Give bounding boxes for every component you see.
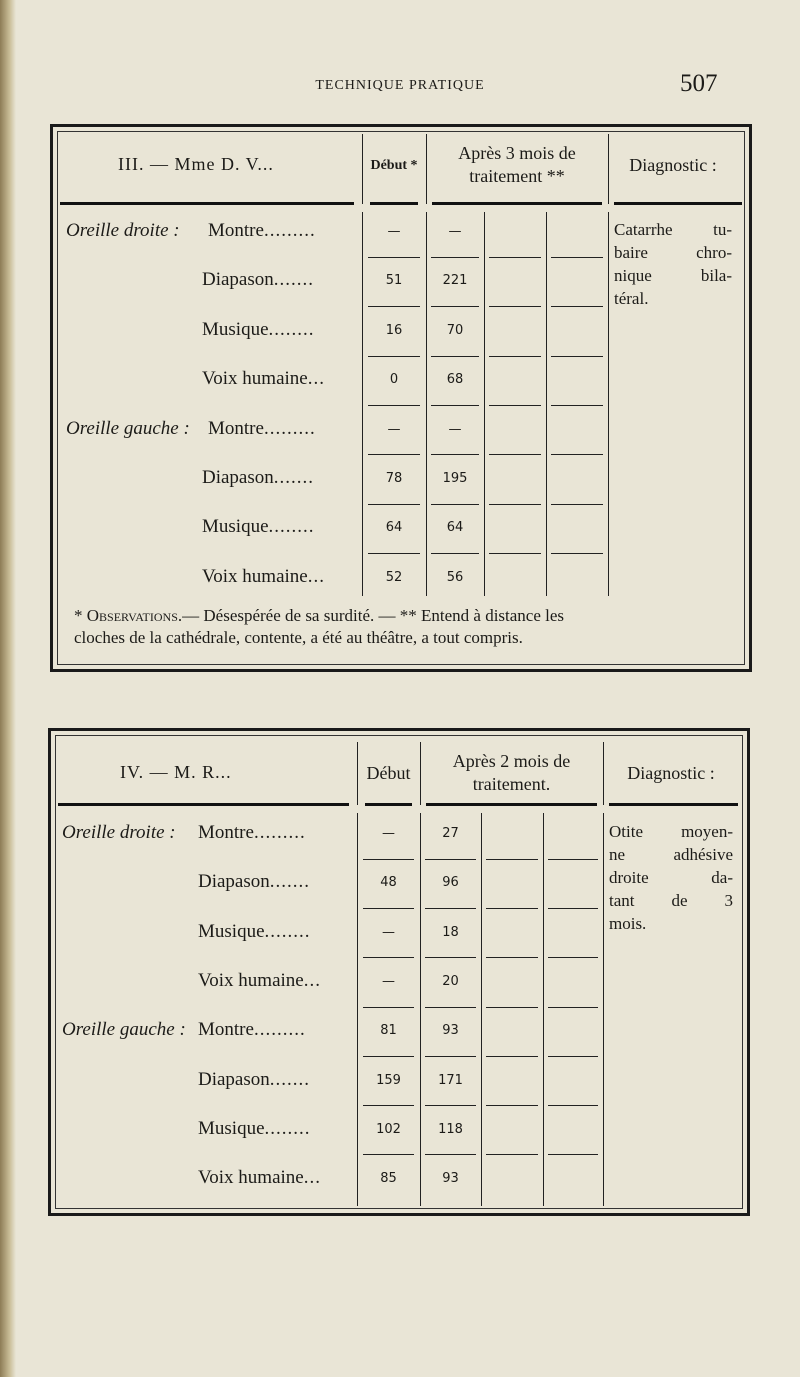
row-label-text: Musique (198, 920, 265, 942)
row-rule (548, 1154, 598, 1155)
cell-debut: — (387, 224, 401, 239)
row-label (198, 1019, 306, 1041)
leader-dots: ........ (264, 920, 311, 942)
row-rule (431, 504, 479, 505)
col-header-after-1: Après 3 mois de (458, 143, 576, 163)
cell-debut: 85 (380, 1171, 397, 1187)
observations-line-1 (74, 605, 724, 627)
cell-after: 118 (438, 1121, 463, 1137)
row-rule (363, 1007, 414, 1008)
row-label-text: Voix humaine (202, 565, 308, 587)
page-number: 507 (680, 70, 718, 97)
row-label (202, 566, 325, 588)
row-rule (425, 957, 476, 958)
row-rule (551, 454, 603, 455)
table-3-inner-border (57, 131, 745, 665)
cell-debut: 81 (380, 1023, 397, 1039)
note-marker: * (74, 606, 87, 625)
header-rule-label (60, 202, 354, 205)
row-label (208, 418, 316, 440)
column-divider (543, 813, 544, 1206)
column-divider (546, 212, 547, 596)
row-label (198, 1069, 310, 1091)
row-rule (548, 1056, 598, 1057)
leader-dots: ....... (273, 269, 315, 291)
column-divider (420, 813, 421, 1206)
row-rule (548, 859, 598, 860)
header-rule-debut (370, 202, 418, 205)
leader-dots: ........ (264, 1117, 311, 1139)
row-rule (363, 859, 414, 860)
cell-debut: 78 (385, 471, 403, 486)
row-label-text: Montre (208, 220, 264, 241)
row-rule (363, 1154, 414, 1155)
cell-debut: 48 (380, 875, 397, 891)
table-3 (50, 124, 752, 672)
leader-dots: ........ (268, 516, 315, 538)
row-label (202, 467, 314, 489)
leader-dots: ......... (253, 822, 306, 843)
header-rule-label (58, 803, 349, 806)
column-divider (426, 212, 427, 596)
row-label-text: Diapason (198, 1068, 270, 1090)
row-rule (548, 908, 598, 909)
row-label (198, 822, 306, 844)
row-label-text: Voix humaine (198, 969, 304, 991)
cell-after: 27 (442, 826, 459, 841)
column-divider (481, 813, 482, 1206)
row-rule (425, 859, 476, 860)
cell-after: 171 (438, 1072, 463, 1088)
col-header-debut: Début * (370, 158, 418, 173)
row-rule (548, 957, 598, 958)
cell-after: 93 (442, 1023, 459, 1039)
diagnosis-line: nique bila- (614, 266, 732, 285)
row-rule (486, 1056, 538, 1057)
row-rule (431, 356, 479, 357)
row-label-text: Montre (198, 1019, 254, 1041)
leader-dots: ......... (263, 220, 316, 241)
cell-after: 70 (446, 322, 464, 338)
row-rule (489, 257, 541, 258)
row-rule (363, 1105, 414, 1106)
column-divider (357, 813, 358, 1206)
row-rule (368, 405, 420, 406)
row-label (202, 319, 315, 341)
row-rule (548, 1007, 598, 1008)
row-rule (551, 553, 603, 554)
row-rule (368, 454, 420, 455)
cell-debut: — (382, 826, 395, 841)
column-divider (603, 813, 604, 1206)
diagnosis-line: mois. (609, 914, 647, 933)
column-divider (362, 212, 363, 596)
row-label (198, 970, 321, 992)
row-rule (486, 1105, 538, 1106)
row-label (198, 1167, 321, 1189)
row-label-text: Musique (202, 318, 269, 340)
row-rule (363, 908, 414, 909)
row-rule (368, 553, 420, 554)
row-label (208, 220, 316, 242)
leader-dots: ... (303, 969, 321, 991)
cell-after: — (448, 421, 462, 437)
row-label (198, 871, 310, 893)
ear-label-left: Oreille gauche : (62, 1019, 186, 1041)
cell-debut: 0 (389, 372, 399, 388)
row-rule (431, 257, 479, 258)
header-divider-debut (362, 134, 363, 204)
header-divider-diagnostic (603, 742, 604, 805)
col-header-diagnostic: Diagnostic : (627, 763, 715, 783)
patient-name: IV. — M. R... (120, 762, 232, 782)
row-label-text: Diapason (202, 467, 274, 488)
diagnosis-line: baire chro- (614, 243, 732, 262)
row-rule (486, 957, 538, 958)
diagnosis-line: droite da- (609, 868, 733, 887)
cell-after: 221 (442, 273, 468, 289)
ear-label-right: Oreille droite : (62, 822, 176, 843)
row-label (202, 516, 315, 538)
observations-text: .— Désespérée de sa surdité. — ** Entend à distance les (177, 606, 565, 625)
row-rule (486, 859, 538, 860)
cell-debut: — (387, 421, 401, 437)
header-divider-after (420, 742, 421, 805)
leader-dots: ......... (253, 1019, 306, 1041)
diagnosis-line: ne adhésive (609, 845, 733, 864)
row-label-text: Musique (202, 516, 269, 538)
diagnosis-line: Otite moyen- (609, 822, 733, 841)
cell-after: 18 (442, 924, 459, 940)
row-label-text: Montre (208, 417, 264, 439)
ear-label-left: Oreille gauche : (66, 417, 190, 439)
table-4 (48, 728, 750, 1216)
row-label-text: Voix humaine (202, 368, 308, 390)
cell-debut: — (382, 924, 395, 940)
cell-debut: 64 (385, 520, 403, 536)
header-rule-diagnostic (614, 202, 742, 205)
leader-dots: ... (303, 1167, 321, 1189)
col-header-after-1: Après 2 mois de (452, 751, 571, 771)
header-rule-after (432, 202, 602, 205)
cell-debut: 51 (385, 273, 403, 289)
row-label-text: Diapason (198, 871, 270, 893)
row-rule (425, 1056, 476, 1057)
column-divider (608, 212, 609, 596)
row-rule (431, 405, 479, 406)
ear-label-right: Oreille droite : (66, 220, 180, 241)
cell-debut: 159 (376, 1072, 401, 1088)
header-rule-diagnostic (609, 803, 738, 806)
row-rule (363, 957, 414, 958)
diagnosis-line: Catarrhe tu- (614, 220, 732, 239)
row-label-text: Diapason (202, 269, 274, 291)
book-spine-shadow (0, 0, 16, 1377)
row-rule (368, 257, 420, 258)
col-header-after-2: traitement. (472, 774, 551, 794)
header-rule-after (426, 803, 597, 806)
row-rule (551, 306, 603, 307)
row-rule (551, 356, 603, 357)
leader-dots: ........ (268, 318, 315, 340)
row-rule (368, 306, 420, 307)
cell-after: 68 (446, 372, 464, 388)
column-divider (484, 212, 485, 596)
col-header-debut: Début (366, 763, 411, 783)
row-rule (551, 257, 603, 258)
leader-dots: ....... (273, 467, 315, 488)
cell-debut: 102 (376, 1121, 401, 1137)
leader-dots: ......... (263, 417, 316, 439)
cell-debut: 52 (385, 569, 403, 585)
row-label-text: Voix humaine (198, 1167, 304, 1189)
row-rule (425, 908, 476, 909)
row-rule (486, 1007, 538, 1008)
row-rule (363, 1056, 414, 1057)
row-rule (368, 356, 420, 357)
row-rule (431, 553, 479, 554)
cell-debut: — (382, 973, 395, 989)
header-divider-debut (357, 742, 358, 805)
cell-after: 93 (442, 1171, 459, 1187)
row-label-text: Musique (198, 1117, 265, 1139)
col-header-after-2: traitement ** (469, 166, 565, 186)
diagnosis-line: téral. (614, 289, 649, 308)
row-rule (425, 1154, 476, 1155)
cell-after: 96 (442, 875, 459, 891)
row-label (198, 921, 311, 943)
observations-line-2: cloches de la cathédrale, contente, a été au théâtre, a tout compris. (74, 628, 523, 647)
row-label (202, 368, 325, 390)
leader-dots: ....... (269, 871, 311, 893)
row-rule (368, 504, 420, 505)
row-rule (551, 504, 603, 505)
row-rule (489, 405, 541, 406)
cell-after: 20 (442, 973, 459, 989)
row-rule (425, 1105, 476, 1106)
header-divider-diagnostic (608, 134, 609, 204)
row-rule (486, 1154, 538, 1155)
row-rule (551, 405, 603, 406)
row-rule (486, 908, 538, 909)
leader-dots: ... (307, 368, 325, 390)
running-head: TECHNIQUE PRATIQUE (315, 78, 485, 93)
row-rule (548, 1105, 598, 1106)
col-header-diagnostic: Diagnostic : (629, 155, 717, 175)
table-4-inner-border (55, 735, 743, 1209)
header-divider-after (426, 134, 427, 204)
row-rule (489, 553, 541, 554)
row-rule (489, 454, 541, 455)
row-label (202, 269, 314, 291)
diagnosis-line: tant de 3 (609, 891, 733, 910)
row-label (198, 1118, 311, 1140)
patient-name: III. — Mme D. V... (118, 154, 274, 174)
cell-after: 195 (442, 471, 468, 486)
cell-after: — (448, 224, 462, 239)
row-rule (489, 504, 541, 505)
row-rule (489, 356, 541, 357)
row-rule (431, 306, 479, 307)
row-rule (425, 1007, 476, 1008)
row-label-text: Montre (198, 822, 254, 843)
leader-dots: ... (307, 565, 325, 587)
cell-after: 64 (446, 520, 464, 536)
row-rule (431, 454, 479, 455)
observations-heading: Observations (86, 606, 178, 625)
cell-debut: 16 (385, 322, 403, 338)
leader-dots: ....... (269, 1068, 311, 1090)
cell-after: 56 (446, 569, 464, 585)
header-rule-debut (365, 803, 412, 806)
row-rule (489, 306, 541, 307)
